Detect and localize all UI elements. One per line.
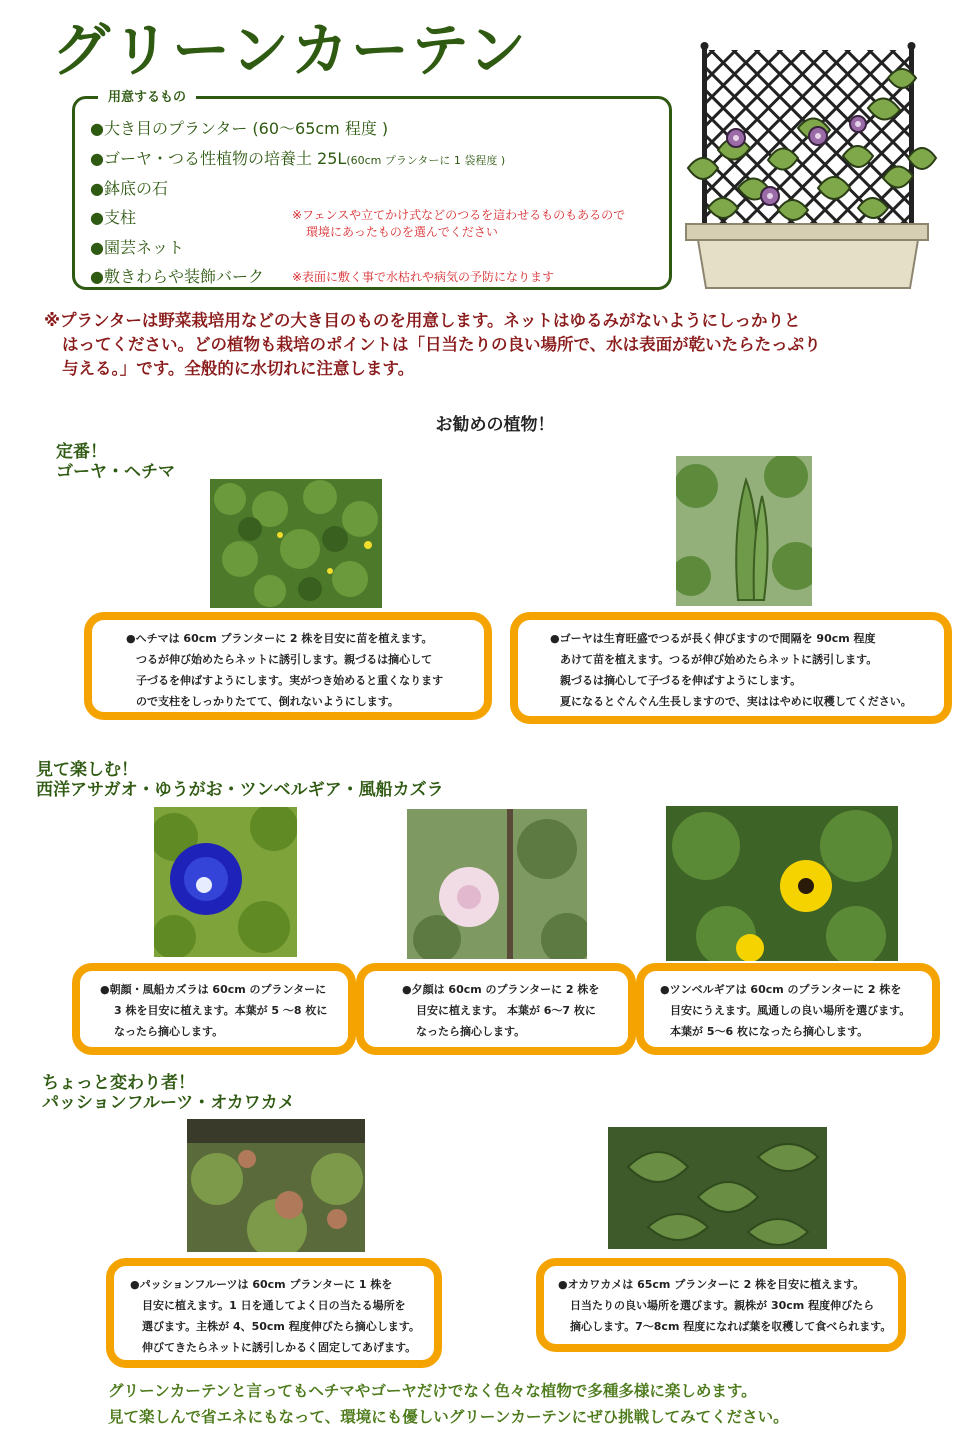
goya-card <box>510 612 952 724</box>
card-line: つるが伸び始めたらネットに誘引します。親づるは摘心して <box>136 653 433 666</box>
supply-item-text: ●大き目のプランター (60〜65cm 程度 ) <box>90 119 389 138</box>
recommended-heading: お勧めの植物！ <box>435 415 555 435</box>
card-line: ●ヘチマは 60cm プランターに 2 株を目安に苗を植えます。 <box>126 632 433 645</box>
card-line: ●パッションフルーツは 60cm プランターに 1 株を <box>130 1278 393 1291</box>
supply-item <box>90 235 184 258</box>
card-line: 目安に植えます。 本葉が 6〜7 枚に <box>416 1004 596 1017</box>
supply-item <box>90 146 505 169</box>
card-line: ので支柱をしっかりたてて、倒れないようにします。 <box>136 695 399 708</box>
thunbergia-card <box>636 963 940 1055</box>
support-note-line: 環境にあったものを選んでください <box>306 225 498 239</box>
card-line: 選びます。主株が 4、50cm 程度伸びたら摘心します。 <box>142 1320 420 1333</box>
supply-item-text: ●敷きわらや装飾バーク <box>90 267 264 286</box>
mulch-note: ※表面に敷く事で水枯れや病気の予防になります <box>292 270 555 284</box>
card-line: あけて苗を植えます。つるが伸び始めたらネットに誘引します。 <box>560 653 878 666</box>
card-line: ●ツンベルギアは 60cm のプランターに 2 株を <box>660 983 902 996</box>
section-title-line: 西洋アサガオ・ゆうがお・ツンベルギア・風船カズラ <box>36 780 444 800</box>
card-line: なったら摘心します。 <box>114 1025 224 1038</box>
supply-item-text: ●支柱 <box>90 208 136 227</box>
card-line: なったら摘心します。 <box>416 1025 526 1038</box>
cultivation-warning <box>44 309 924 381</box>
card-line: 子づるを伸ばすようにします。実がつき始めると重くなります <box>136 674 444 687</box>
section-title-line: 見て楽しむ！ <box>36 760 138 780</box>
card-line: 摘心します。7〜8cm 程度になれば葉を収穫して食べられます。 <box>570 1320 892 1333</box>
section-title-line: パッションフルーツ・オカワカメ <box>42 1093 295 1113</box>
supplies-label: 用意するもの <box>98 86 196 105</box>
card-line: 親づるは摘心して子づるを伸ばすようにします。 <box>560 674 802 687</box>
passion-fruit-photo <box>187 1119 365 1252</box>
card-line: 伸びてきたらネットに誘引しかるく固定してあげます。 <box>142 1341 417 1354</box>
card-line: ●ゴーヤは生育旺盛でつるが長く伸びますので間隔を 90cm 程度 <box>550 632 876 645</box>
okawakame-photo <box>608 1127 827 1249</box>
morning-glory-card <box>72 963 356 1055</box>
card-line: 目安に植えます。1 日を通してよく日の当たる場所を <box>142 1299 406 1312</box>
moonflower-card <box>356 963 636 1055</box>
hechima-photo <box>210 479 382 608</box>
goya-photo <box>676 456 812 606</box>
footer-line: 見て楽しんで省エネにもなって、環境にも優しいグリーンカーテンにぜひ挑戦してみてください。 <box>108 1408 789 1426</box>
warning-line: はってください。どの植物も栽培のポイントは「日当たりの良い場所で、水は表面が乾いたらたっぷり <box>62 335 821 354</box>
supply-item-text: ●鉢底の石 <box>90 179 168 198</box>
card-line: 3 株を目安に植えます。本葉が 5 〜8 枚に <box>114 1004 328 1017</box>
section-title-line: ちょっと変わり者！ <box>42 1073 195 1093</box>
section-title <box>56 442 175 482</box>
card-line: ●オカワカメは 65cm プランターに 2 株を目安に植えます。 <box>558 1278 865 1291</box>
card-line: 日当たりの良い場所を選びます。親株が 30cm 程度伸びたら <box>570 1299 875 1312</box>
section-title <box>36 760 444 800</box>
hechima-card <box>84 612 492 720</box>
section-title-line: ゴーヤ・ヘチマ <box>56 462 175 482</box>
support-note <box>292 207 625 241</box>
supply-item <box>90 116 388 139</box>
thunbergia-photo <box>666 806 898 961</box>
section-title <box>42 1073 295 1113</box>
warning-line: 与える。」です。全般的に水切れに注意します。 <box>62 359 415 378</box>
moonflower-photo <box>407 809 587 959</box>
supply-item-note: (60cm プランターに 1 袋程度 ) <box>346 154 506 167</box>
footer-message <box>108 1378 789 1430</box>
card-line: ●朝顔・風船カズラは 60cm のプランターに <box>100 983 327 996</box>
supply-item-text: ●園芸ネット <box>90 238 184 257</box>
card-line: ●夕顔は 60cm のプランターに 2 株を <box>402 983 600 996</box>
passion-fruit-card <box>106 1258 442 1368</box>
planter-illustration <box>678 38 938 294</box>
supply-item-text: ●ゴーヤ・つる性植物の培養土 25L <box>90 149 347 168</box>
okawakame-card <box>536 1258 906 1352</box>
supply-item <box>90 205 136 228</box>
card-line: 目安にうえます。風通しの良い場所を選びます。 <box>670 1004 911 1017</box>
support-note-line: ※フェンスや立てかけ式などのつるを這わせるものもあるので <box>292 208 626 222</box>
supply-item <box>90 176 168 199</box>
supply-item <box>90 264 264 287</box>
card-line: 夏になるとぐんぐん生長しますので、実ははやめに収穫してください。 <box>560 695 912 708</box>
page-title: グリーンカーテン <box>52 16 528 84</box>
section-title-line: 定番！ <box>56 442 107 462</box>
morning-glory-photo <box>154 807 297 957</box>
footer-line: グリーンカーテンと言ってもヘチマやゴーヤだけでなく色々な植物で多種多様に楽しめます。 <box>108 1382 757 1400</box>
warning-line: ※プランターは野菜栽培用などの大き目のものを用意します。ネットはゆるみがないようにしっかりと <box>44 311 801 330</box>
card-line: 本葉が 5〜6 枚になったら摘心します。 <box>670 1025 869 1038</box>
